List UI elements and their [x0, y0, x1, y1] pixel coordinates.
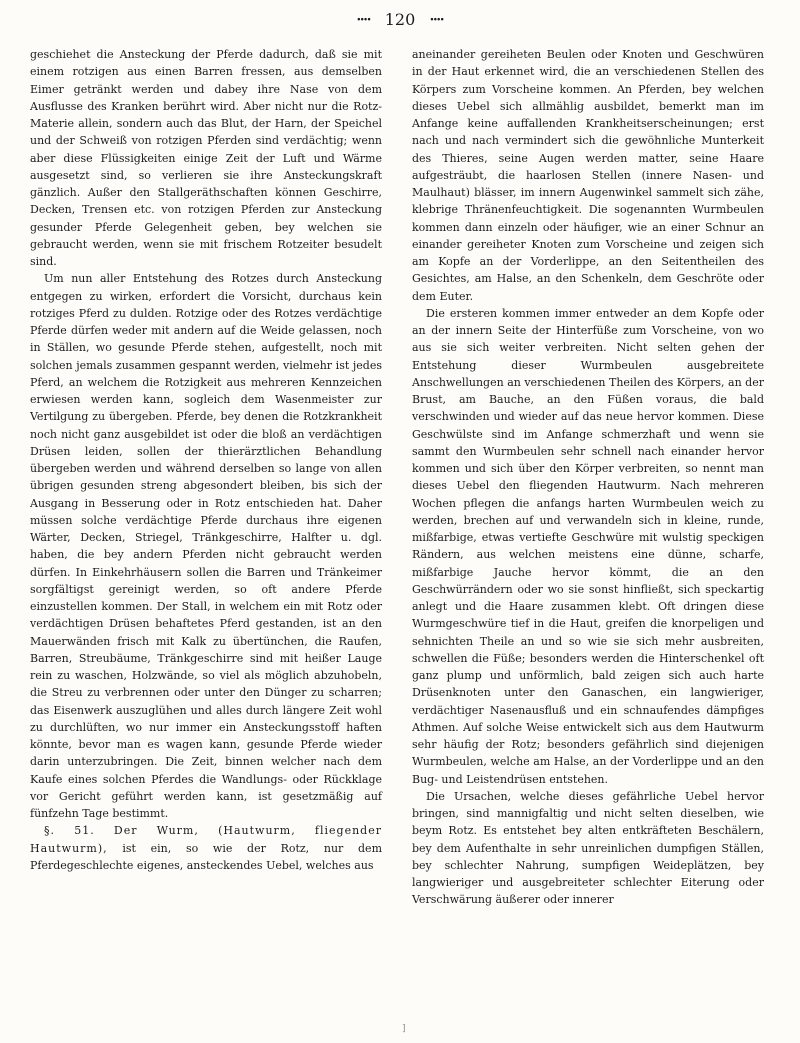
header-ornament-right: ∙∙∙∙	[429, 15, 444, 25]
paragraph: Die ersteren kommen immer entweder an dem Kopfe oder an der innern Seite der Hinterfüße zum Vorscheine, von wo aus sie sich weiter verbreiten. Nicht selten gehen der Entstehung dieser Wurmbeulen ausgebreitete Anschwellungen an verschiedenen Theilen des Körpers, an der Brust, am Bauche, an den Füßen voraus, die bald verschwinden und wieder auf das neue hervor kommen. Diese Geschwülste sind im Anfange schmerzhaft und wenn sie sammt den Wurmbeulen sehr schnell nach einander hervor kommen und sich über den Körper verbreiten, so nennt man dieses Uebel den fliegenden Hautwurm. Nach mehreren Wochen pflegen die anfangs harten Wurmbeulen weich zu werden, brechen auf und verwandeln sich in kleine, runde, mißfarbige, etwas vertiefte Geschwüre mit wulstig speckigen Rändern, aus welchen meistens eine dünne, scharfe, mißfarbige Jauche hervor kömmt, die an den Geschwürrändern oder wo sie sonst hinfließt, sich speckartig anlegt und die Haare zusammen klebt. Oft dringen diese Wurmgeschwüre tief in die Haut, greifen die knorpeligen und sehnichten Theile an und so wie sie sich mehr ausbreiten, schwellen die Füße; besonders werden die Hinterschenkel oft ganz plump und unförmlich, bald zeigen sich auch harte Drüsenknoten unter den Ganaschen, ein langwieriger, verdächtiger Nasenausfluß und ein schnaufendes dämpfiges Athmen. Auf solche Weise entwickelt sich aus dem Hautwurm sehr häufig der Rotz; besonders gefährlich sind diejenigen Wurmbeulen, welche am Halse, an der Vorderlippe und an den Bug- und Leistendrüsen entstehen.	[412, 306, 764, 786]
page-number: 120	[384, 10, 416, 29]
page-header	[0, 10, 800, 30]
paragraph: geschiehet die Ansteckung der Pferde dadurch, daß sie mit einem rotzigen aus einen Barren fressen, aus demselben Eimer getränkt werden und dabey ihre Nase von dem Ausflusse des Kranken berührt wird. Aber nicht nur die Rotz-Materie allein, sondern auch das Blut, der Harn, der Speichel und der Schweiß von rotzigen Pferden sind verdächtig; wenn aber diese Flüssigkeiten einige Zeit der Luft und Wärme ausgesetzt sind, so verlieren sie ihre Ansteckungskraft gänzlich. Außer den Stallgeräthschaften können Geschirre, Decken, Trensen etc. von rotzigen Pferden zur Ansteckung gesunder Pferde Gelegenheit geben, bey welchen sie gebraucht werden, wenn sie mit frischem Rotzeiter besudelt sind.	[30, 48, 382, 268]
section-paragraph	[30, 822, 382, 874]
footer-mark: ]	[402, 1024, 406, 1034]
section-text: ist ein, so wie der Rotz, nur dem Pferdegeschlechte eigenes, ansteckendes Uebel, welches aus	[30, 841, 382, 872]
paragraph: aneinander gereiheten Beulen oder Knoten und Geschwüren in der Haut erkennet wird, die an verschiedenen Stellen des Körpers zum Vorscheine kommen. An Pferden, bey welchen dieses Uebel sich allmählig ausbildet, bemerkt man im Anfange keine auffallenden Krankheitserscheinungen; erst nach und nach vermindert sich die gewöhnliche Munterkeit des Thieres, seine Augen werden matter, seine Haare aufgesträubt, die haarlosen Stellen (innere Nasen- und Maulhaut) blässer, im innern Augenwinkel sammelt sich zähe, klebrige Thränenfeuchtigkeit. Die sogenannten Wurmbeulen kommen dann einzeln oder häufiger, wie an einer Schnur an einander gereiheter Knoten zum Vorscheine und zeigen sich am Kopfe an der Vorderlippe, an den Seitentheilen des Gesichtes, am Halse, an den Schenkeln, dem Geschröte oder dem Euter.	[412, 48, 764, 303]
section-heading: §. 51. Der Wurm, (Hautwurm, fliegender Hautwurm),	[30, 824, 382, 855]
paragraph: Um nun aller Entstehung des Rotzes durch Ansteckung entgegen zu wirken, erfordert die Vorsicht, durchaus kein rotziges Pferd zu dulden. Rotzige oder des Rotzes verdächtige Pferde dürfen weder mit andern auf die Weide gelassen, noch in Ställen, wo gesunde Pferde stehen, aufgestellt, noch mit solchen jemals zusammen gespannt werden, vielmehr ist jedes Pferd, an welchem die Rotzigkeit aus mehreren Kennzeichen erwiesen werden kann, sogleich dem Wasenmeister zur Vertilgung zu übergeben. Pferde, bey denen die Rotzkrankheit noch nicht ganz ausgebildet ist oder die bloß an verdächtigen Drüsen leiden, sollen der thierärztlichen Behandlung übergeben werden und während derselben so lange von allen übrigen gesunden streng abgesondert bleiben, bis sich der Ausgang in Besserung oder in Rotz entschieden hat. Daher müssen solche verdächtige Pferde durchaus ihre eigenen Wärter, Decken, Striegel, Tränkgeschirre, Halfter u. dgl. haben, die bey andern Pferden nicht gebraucht werden dürfen. In Einkehrhäusern sollen die Barren und Tränkeimer sorgfältigst gereinigt werden, so oft andere Pferde einzustellen kommen. Der Stall, in welchem ein mit Rotz oder verdächtigen Drüsen behaftetes Pferd gestanden, ist an den Mauerwänden frisch mit Kalk zu übertünchen, die Raufen, Barren, Streubäume, Tränkgeschirre sind mit heißer Lauge rein zu waschen, Holzwände, so viel als möglich abzuhobeln, die Streu zu verbrennen oder unter den Dünger zu scharren; das Eisenwerk auszuglühen und alles durch längere Zeit wohl zu durchlüften, wo nur immer ein Ansteckungsstoff haften könnte, bevor man es wagen kann, gesunde Pferde wieder darin unterzubringen. Die Zeit, binnen welcher nach dem Kaufe eines solchen Pferdes die Wandlungs- oder Rückklage vor Gericht geführt werden kann, ist gesetzmäßig auf fünfzehn Tage bestimmt.	[30, 272, 382, 820]
right-column	[412, 46, 764, 909]
header-ornament-left: ∙∙∙∙	[356, 15, 371, 25]
left-column	[30, 46, 382, 874]
paragraph: Die Ursachen, welche dieses gefährliche Uebel hervor bringen, sind mannigfaltig und nicht selten dieselben, wie beym Rotz. Es entstehet bey alten entkräfteten Beschälern, bey dem Aufenthalte in sehr unreinlichen dumpfigen Ställen, bey schlechter Nahrung, sumpfigen Weideplätzen, bey langwieriger und ausgebreiteter schlechter Eiterung oder Verschwärung äußerer oder innerer	[412, 789, 764, 907]
